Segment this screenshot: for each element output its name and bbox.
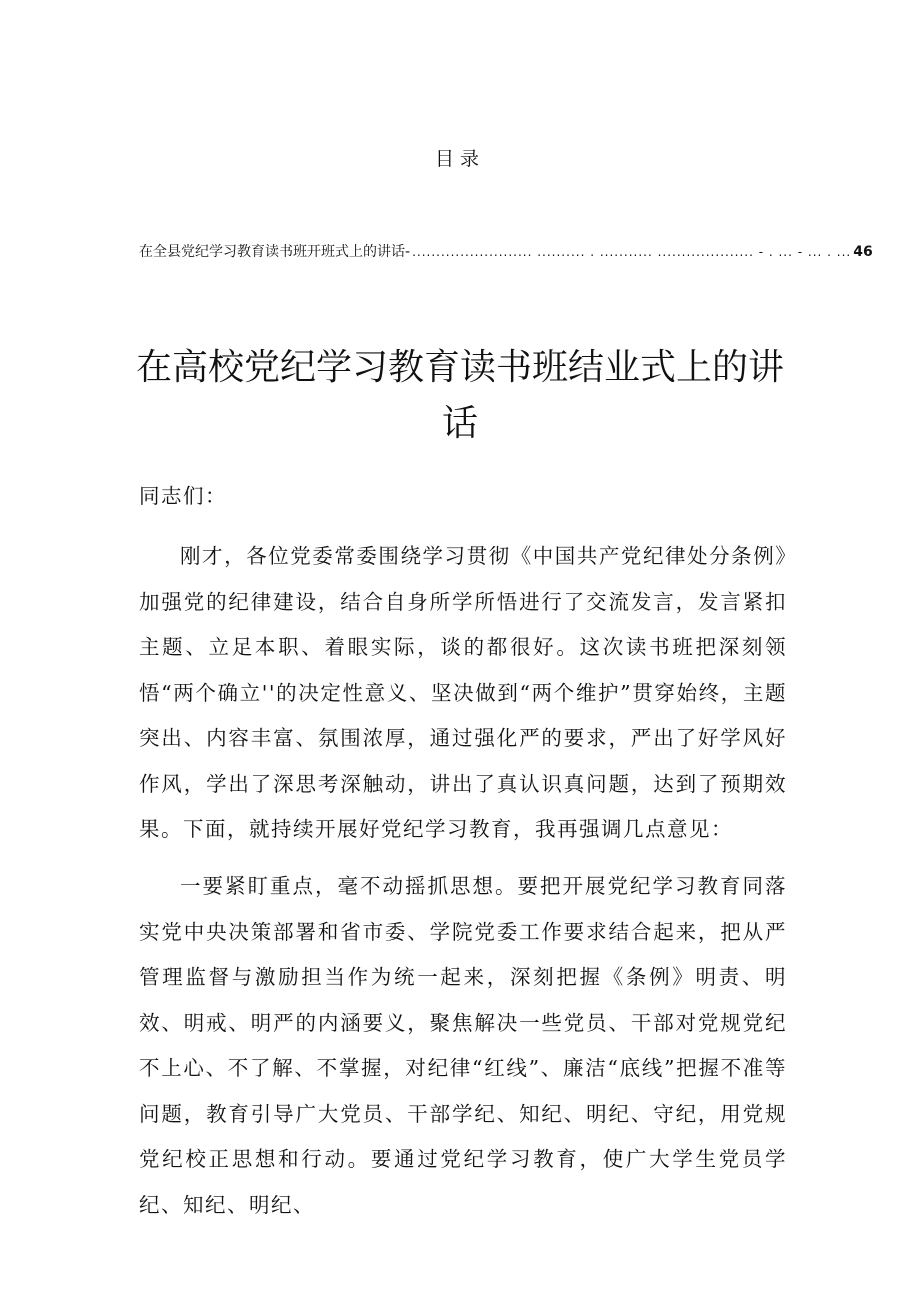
- toc-entry[interactable]: [139, 241, 873, 261]
- toc-entry-page-number: 46: [853, 244, 873, 260]
- paragraph-2: 一要紧盯重点，毫不动摇抓思想。要把开展党纪学习教育同落实党中央决策部署和省市委、学院党委工作要求结合起来，把从严管理监督与激励担当作为统一起来，深刻把握《条例》明责、明效、明戒、明严的内涵要义，聚焦解决一些党员、干部对党规党纪不上心、不了解、不掌握，对纪律“红线”、廉洁“底线”把握不准等问题，教育引导广大党员、干部学纪、知纪、明纪、守纪，用党规党纪校正思想和行动。要通过党纪学习教育，使广大学生党员学纪、知纪、明纪、: [139, 874, 787, 1217]
- salutation: 同志们：: [139, 484, 227, 508]
- toc-entry-leader: ......................... .......... . ........... .................... - . ... - ... . ...: [412, 245, 852, 259]
- toc-heading: 目录: [434, 148, 485, 170]
- toc-entry-title: 在全县党纪学习教育读书班开班式上的讲话-: [139, 244, 411, 260]
- paragraph-1: 刚才，各位党委常委围绕学习贯彻《中国共产党纪律处分条例》加强党的纪律建设，结合自身所学所悟进行了交流发言，发言紧扣主题、立足本职、着眼实际，谈的都很好。这次读书班把深刻领悟“两个确立''的决定性意义、坚决做到“两个维护”贯穿始终，主题突出、内容丰富、氛围浓厚，通过强化严的要求，严出了好学风好作风，学出了深思考深触动，讲出了真认识真问题，达到了预期效果。下面，就持续开展好党纪学习教育，我再强调几点意见：: [139, 544, 787, 841]
- document-title: 在高校党纪学习教育读书班结业式上的讲话: [135, 347, 784, 444]
